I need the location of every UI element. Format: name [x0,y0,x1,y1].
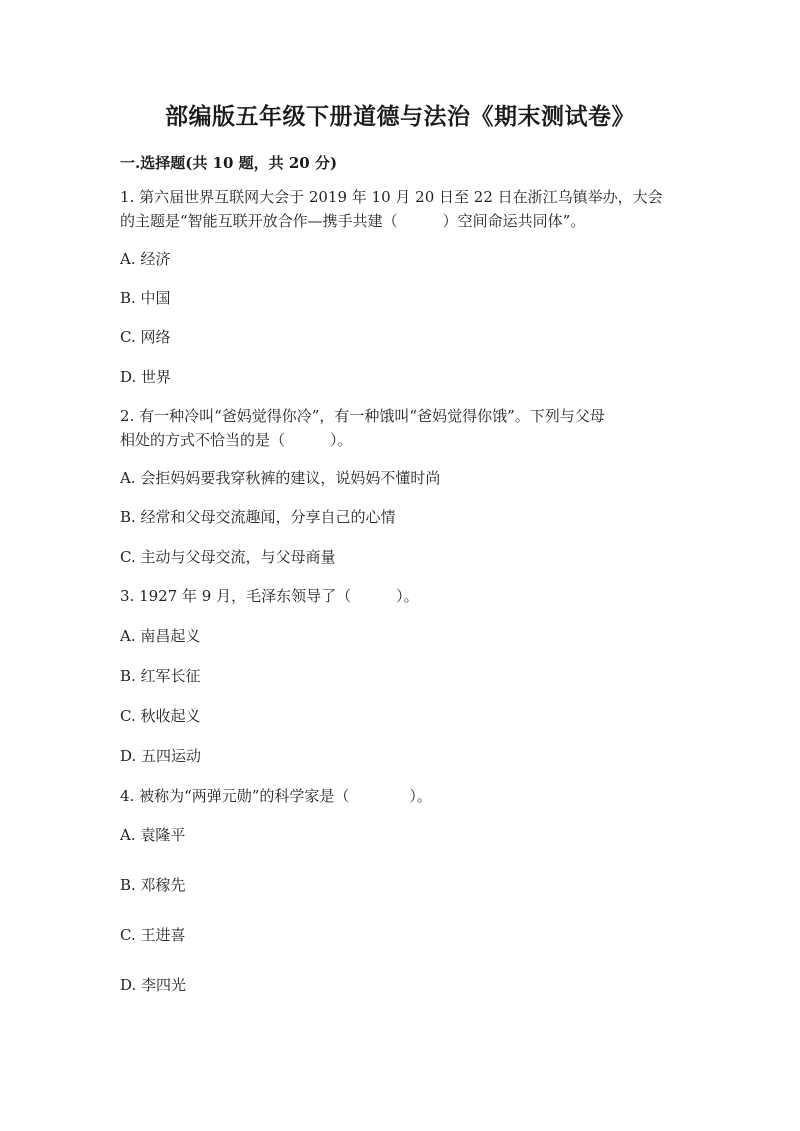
question-1-option-a: A. 经济 [120,250,171,268]
question-1-option-d: D. 世界 [120,368,172,386]
question-2-stem-line-1: 2. 有一种冷叫“爸妈觉得你冷”，有一种饿叫“爸妈觉得你饿”。下列与父母 [120,407,605,425]
document-title: 部编版五年级下册道德与法治《期末测试卷》 [165,103,635,130]
question-2-option-b: B. 经常和父母交流趣闻，分享自己的心情 [120,508,396,526]
question-4-option-a: A. 袁隆平 [120,826,186,844]
question-2-option-a: A. 会拒妈妈要我穿秋裤的建议，说妈妈不懂时尚 [120,469,441,487]
question-3-option-a: A. 南昌起义 [120,627,201,645]
question-1-stem-line-2: 的主题是“智能互联开放合作—携手共建（ ）空间命运共同体”。 [120,212,586,230]
question-4-stem: 4. 被称为“两弹元勋”的科学家是（ ）。 [120,787,432,805]
question-4-option-d: D. 李四光 [120,976,187,994]
question-1-stem-line-1: 1. 第六届世界互联网大会于 2019 年 10 月 20 日至 22 日在浙江乌镇举办，大会 [120,188,663,206]
section-heading: 一.选择题(共 10 题，共 20 分) [120,154,338,172]
question-2-stem-line-2: 相处的方式不恰当的是（ ）。 [120,431,353,449]
question-3-stem: 3. 1927 年 9 月，毛泽东领导了（ ）。 [120,587,419,605]
question-3-option-b: B. 红军长征 [120,667,201,685]
question-1-option-b: B. 中国 [120,289,171,307]
question-3-option-c: C. 秋收起义 [120,707,201,725]
question-4-option-b: B. 邓稼先 [120,876,186,894]
question-3-option-d: D. 五四运动 [120,747,202,765]
question-2-option-c: C. 主动与父母交流，与父母商量 [120,548,336,566]
question-4-option-c: C. 王进喜 [120,926,186,944]
question-1-option-c: C. 网络 [120,328,171,346]
